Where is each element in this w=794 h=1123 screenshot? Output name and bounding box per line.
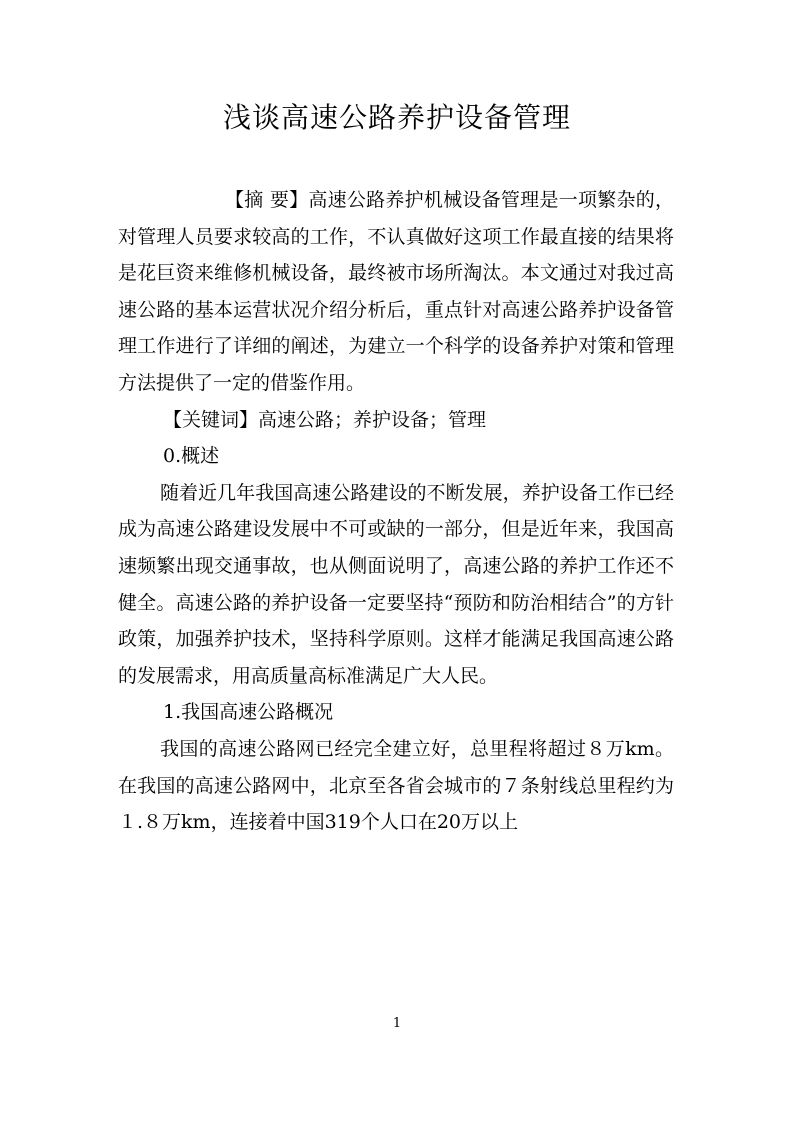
- page-number: 1: [392, 1016, 402, 1031]
- section-0-paragraph: 随着近几年我国高速公路建设的不断发展，养护设备工作已经成为高速公路建设发展中不可或缺的一部分，但是近年来，我国高速频繁出现交通事故，也从侧面说明了，高速公路的养护工作还不健全。高速公路的养护设备一定要坚持“预防和防治相结合”的方针政策，加强养护技术，坚持科学原则。这样才能满足我国高速公路的发展需求，用高质量高标准满足广大人民。: [118, 481, 674, 687]
- section-1-heading: 1.我国高速公路概况: [163, 701, 334, 724]
- section-1-paragraph: 我国的高速公路网已经完全建立好，总里程将超过８万km。在我国的高速公路网中，北京至各省会城市的７条射线总里程约为１.８万km，连接着中国319个人口在20万以上: [118, 737, 674, 834]
- abstract-paragraph: 【摘 要】高速公路养护机械设备管理是一项繁杂的，对管理人员要求较高的工作，不认真做好这项工作最直接的结果将是花巨资来维修机械设备，最终被市场所淘汰。本文通过对我过高速公路的基本运营状况介绍分析后，重点针对高速公路养护设备管理工作进行了详细的阐述，为建立一个科学的设备养护对策和管理方法提供了一定的借鉴作用。: [118, 189, 674, 394]
- document-title: 浅谈高速公路养护设备管理: [222, 101, 571, 134]
- keywords-line: 【关键词】高速公路；养护设备；管理: [163, 408, 487, 431]
- section-0-heading: 0.概述: [163, 445, 220, 468]
- document-body: [118, 182, 674, 841]
